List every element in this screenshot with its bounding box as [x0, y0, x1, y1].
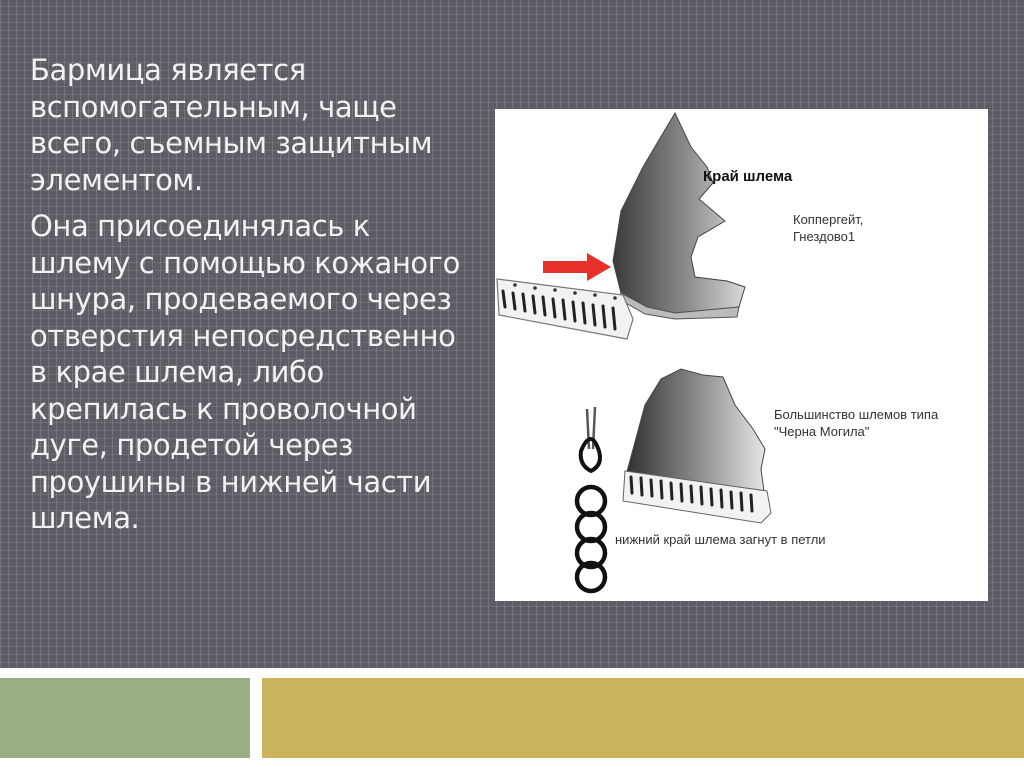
- footer-gold-block: [262, 678, 1024, 758]
- label-koppergate: Коппергейт, Гнездово1: [793, 212, 864, 244]
- paragraph-1: Бармица является вспомогательным, чаще всего, съемным защитным элементом.: [30, 53, 433, 197]
- perforated-strip: [497, 279, 633, 339]
- label-cherna-mogila: Большинство шлемов типа "Черна Могила": [774, 407, 939, 439]
- upper-helmet-fragment: [613, 113, 745, 319]
- label-helmet-edge: Край шлема: [703, 168, 793, 185]
- wire-and-rings: [577, 407, 605, 591]
- lower-helmet-fragment: [623, 369, 771, 523]
- label-bottom-edge: нижний край шлема загнут в петли: [615, 532, 826, 547]
- red-arrow: [543, 253, 611, 281]
- footer-green-block: [0, 678, 250, 758]
- slide-body-text: [30, 52, 462, 547]
- paragraph-2: Она присоединялась к шлему с помощью кожаного шнура, продеваемого через отверстия непосредственно в крае шлема, либо крепилась к проволочной дуге, продетой через проушины в нижней части шлема.: [30, 209, 460, 535]
- helmet-illustration: [495, 109, 988, 601]
